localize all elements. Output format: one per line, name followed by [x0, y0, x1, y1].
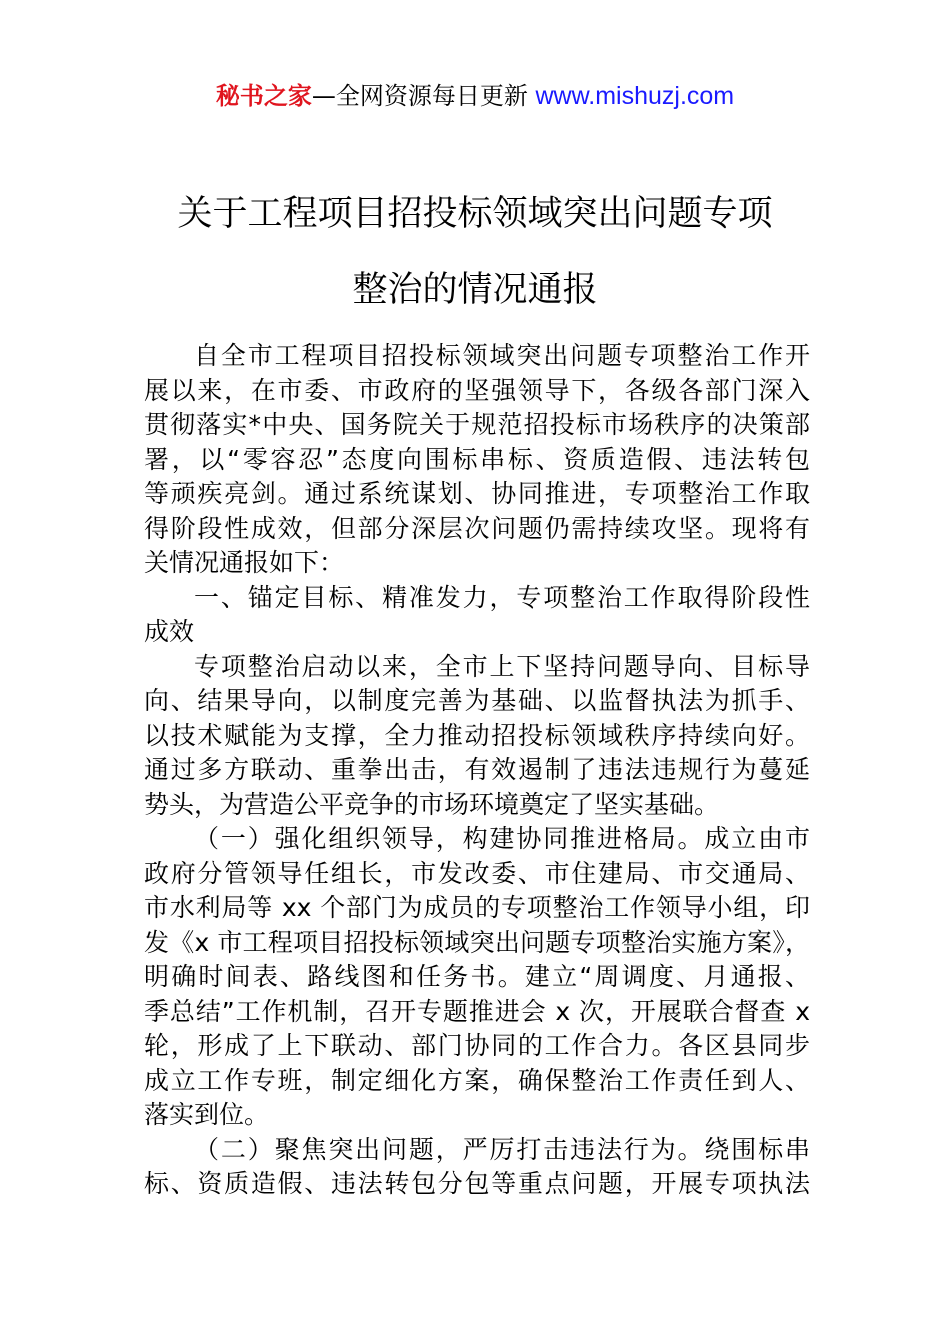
- body-line: 轮，形成了上下联动、部门协同的工作合力。各区县同步: [144, 1031, 810, 1060]
- body-line: 等顽疾亮剑。通过系统谋划、协同推进，专项整治工作取: [144, 479, 810, 508]
- body-line: 专项整治启动以来，全市上下坚持问题导向、目标导: [194, 651, 810, 681]
- body-line: （二）聚焦突出问题，严厉打击违法行为。绕围标串: [194, 1134, 810, 1164]
- body-line: 自全市工程项目招投标领域突出问题专项整治工作开: [194, 341, 810, 370]
- header-tagline: —全网资源每日更新: [311, 82, 536, 110]
- body-line: 发《x 市工程项目招投标领域突出问题专项整治实施方案》，: [144, 927, 810, 957]
- body-line: 以技术赋能为支撑，全力推动招投标领域秩序持续向好。: [144, 720, 810, 750]
- body-line: 标、资质造假、违法转包分包等重点问题，开展专项执法: [144, 1169, 810, 1198]
- body-line: 明确时间表、路线图和任务书。建立“周调度、月通报、: [144, 962, 810, 991]
- body-line: 成立工作专班，制定细化方案，确保整治工作责任到人、: [144, 1065, 810, 1095]
- document-title: [0, 176, 950, 328]
- title-line-2: 整治的情况通报: [352, 270, 598, 310]
- body-line: 一、锚定目标、精准发力，专项整治工作取得阶段性: [194, 582, 810, 612]
- body-line: 政府分管领导任组长，市发改委、市住建局、市交通局、: [144, 858, 810, 888]
- body-line: 得阶段性成效，但部分深层次问题仍需持续攻坚。现将有: [144, 513, 810, 543]
- title-line-1: 关于工程项目招投标领域突出问题专项: [177, 194, 773, 234]
- body-line: 落实到位。: [144, 1100, 270, 1129]
- body-line: 市水利局等 xx 个部门为成员的专项整治工作领导小组，印: [144, 893, 810, 922]
- body-line: 季总结”工作机制，召开专题推进会 x 次，开展联合督查 x: [144, 996, 810, 1026]
- body-line: 势头，为营造公平竞争的市场环境奠定了坚实基础。: [144, 789, 720, 819]
- brand-name: 秘书之家: [215, 82, 312, 110]
- body-line: 成效: [144, 617, 195, 646]
- body-line: 向、结果导向，以制度完善为基础、以监督执法为抓手、: [144, 686, 810, 715]
- body-line: 通过多方联动、重拳出击，有效遏制了违法违规行为蔓延: [144, 755, 810, 784]
- header-url[interactable]: www.mishuzj.com: [535, 82, 735, 110]
- body-line: 署，以“零容忍”态度向围标串标、资质造假、违法转包: [144, 444, 810, 474]
- body-line: （一）强化组织领导，构建协同推进格局。成立由市: [194, 824, 810, 853]
- document-body: [144, 339, 810, 1202]
- body-line: 展以来，在市委、市政府的坚强领导下，各级各部门深入: [144, 375, 810, 405]
- body-line: 贯彻落实*中央、国务院关于规范招投标市场秩序的决策部: [144, 410, 810, 439]
- body-line: 关情况通报如下：: [144, 548, 345, 577]
- site-header: [0, 80, 950, 112]
